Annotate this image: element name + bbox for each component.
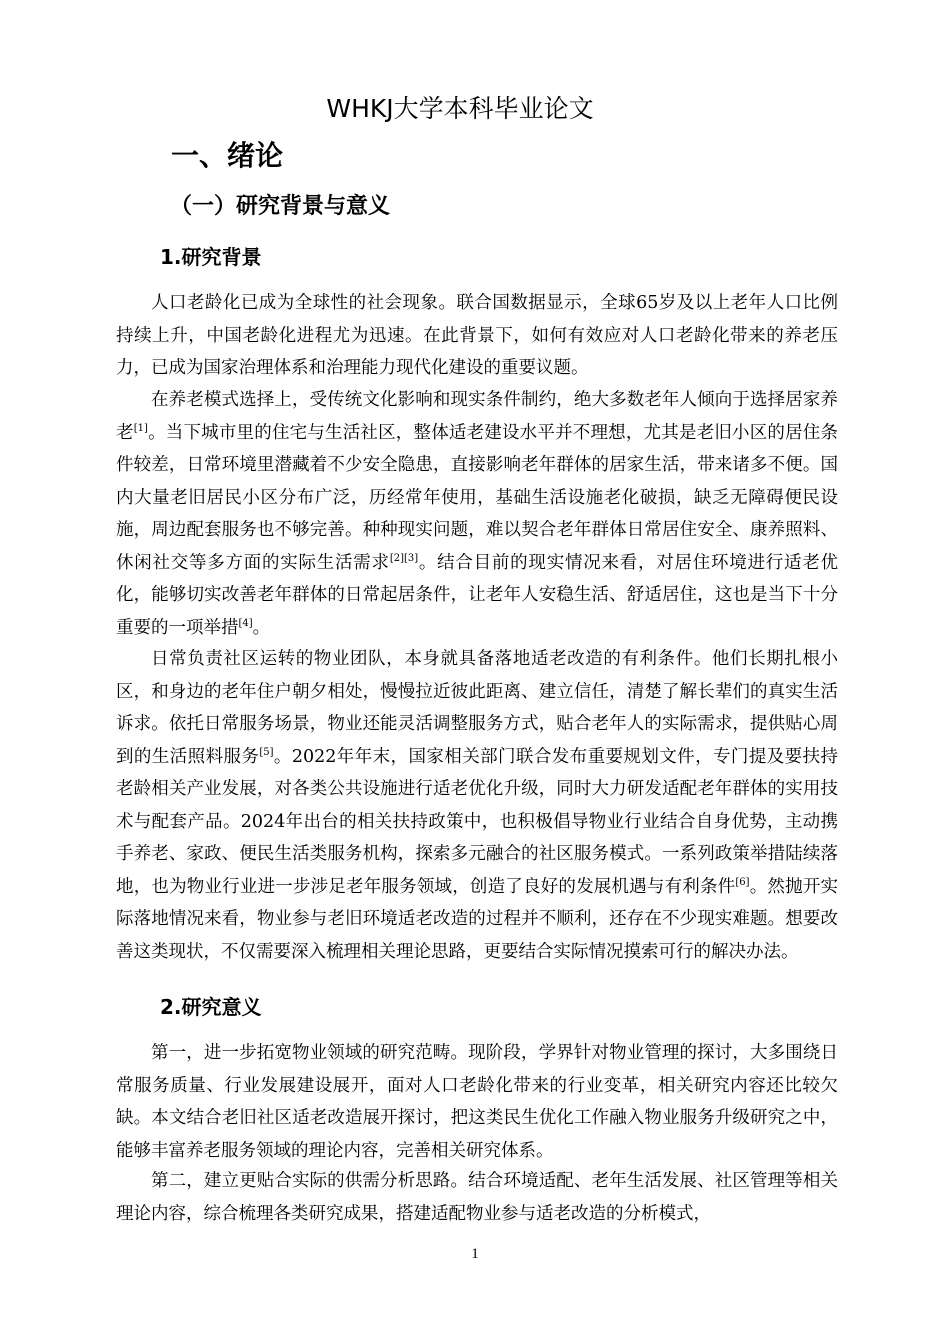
citation-ref: [6] [735,876,750,888]
citation-ref: [2][3] [389,552,419,564]
citation-ref: [1] [133,422,148,434]
paragraph-2-part-a: 在养老模式选择上，受传统文化影响和现实条件制约，绝大多数老年人倾向于选择居家养老 [116,390,838,443]
paragraph-3-part-c: 。然抛开实际落地情况来看，物业参与老旧环境适老改造的过程并不顺利，还存在不少现实难题。想要改善这类现状，不仅需要深入梳理相关理论思路，更要结合实际情况摸索可行的解决办法。 [116,876,839,962]
paragraph-2-part-c: 。结合目前的现实情况来看，对居住环境进行适老优化，能够切实改善老年群体的日常起居条件，让老年人安稳生活、舒适居住，这也是当下十分重要的一项举措 [116,552,838,638]
subsection-title-research-background: 1.研究背景 [160,245,262,269]
paragraph-3-part-b: 。2022年年末，国家相关部门联合发布重要规划文件，专门提及要扶持老龄相关产业发展，对各类公共设施进行适老优化升级，同时大力研发适配老年群体的实用技术与配套产品。2024年出台的相关扶持政策中，也积极倡导物业行业结合自身优势，主动携手养老、家政、便民生活类服务机构，探索多元融合的社区服务模式。一系列政策举措陆续落地，也为物业行业进一步涉足老年服务领域，创造了良好的发展机遇与有利条件 [116,746,838,897]
citation-ref: [4] [238,617,253,629]
paragraph-1: 人口老龄化已成为全球性的社会现象。联合国数据显示，全球65岁及以上老年人口比例持续上升，中国老龄化进程尤为迅速。在此背景下，如何有效应对人口老龄化带来的养老压力，已成为国家治理体系和治理能力现代化建设的重要议题。 [116,293,838,378]
paragraph-4: 第一，进一步拓宽物业领域的研究范畴。现阶段，学界针对物业管理的探讨，大多围绕日常服务质量、行业发展建设展开，面对人口老龄化带来的行业变革，相关研究内容还比较欠缺。本文结合老旧社区适老改造展开探讨，把这类民生优化工作融入物业服务升级研究之中，能够丰富养老服务领域的理论内容，完善相关研究体系。 [116,1043,838,1161]
chapter-title: 一、绪论 [171,139,284,172]
paragraph-2 [116,384,838,644]
citation-ref: [5] [259,746,274,758]
paragraph-5: 第二，建立更贴合实际的供需分析思路。结合环境适配、老年生活发展、社区管理等相关理论内容，综合梳理各类研究成果，搭建适配物业参与适老改造的分析模式， [116,1171,838,1224]
page-number: 1 [471,1246,479,1262]
paragraph-3-part-a: 日常负责社区运转的物业团队，本身就具备落地适老改造的有利条件。他们长期扎根小区，和身边的老年住户朝夕相处，慢慢拉近彼此距离、建立信任，清楚了解长辈们的真实生活诉求。依托日常服务场景，物业还能灵活调整服务方式，贴合老年人的实际需求，提供贴心周到的生活照料服务 [116,649,838,767]
subsection-title-research-significance: 2.研究意义 [160,995,262,1019]
paragraph-2-part-d: 。 [252,617,271,638]
document-header-title: WHKJ大学本科毕业论文 [326,94,594,123]
paragraph-3 [116,643,838,968]
paragraph-2-part-b: 。当下城市里的住宅与生活社区，整体适老建设水平并不理想，尤其是老旧小区的居住条件较差，日常环境里潜藏着不少安全隐患，直接影响老年群体的居家生活，带来诸多不便。国内大量老旧居民小区分布广泛，历经常年使用，基础生活设施老化破损，缺乏无障碍便民设施，周边配套服务也不够完善。种种现实问题，难以契合老年群体日常居住安全、康养照料、休闲社交等多方面的实际生活需求 [116,422,839,573]
section-title: （一）研究背景与意义 [170,194,391,219]
